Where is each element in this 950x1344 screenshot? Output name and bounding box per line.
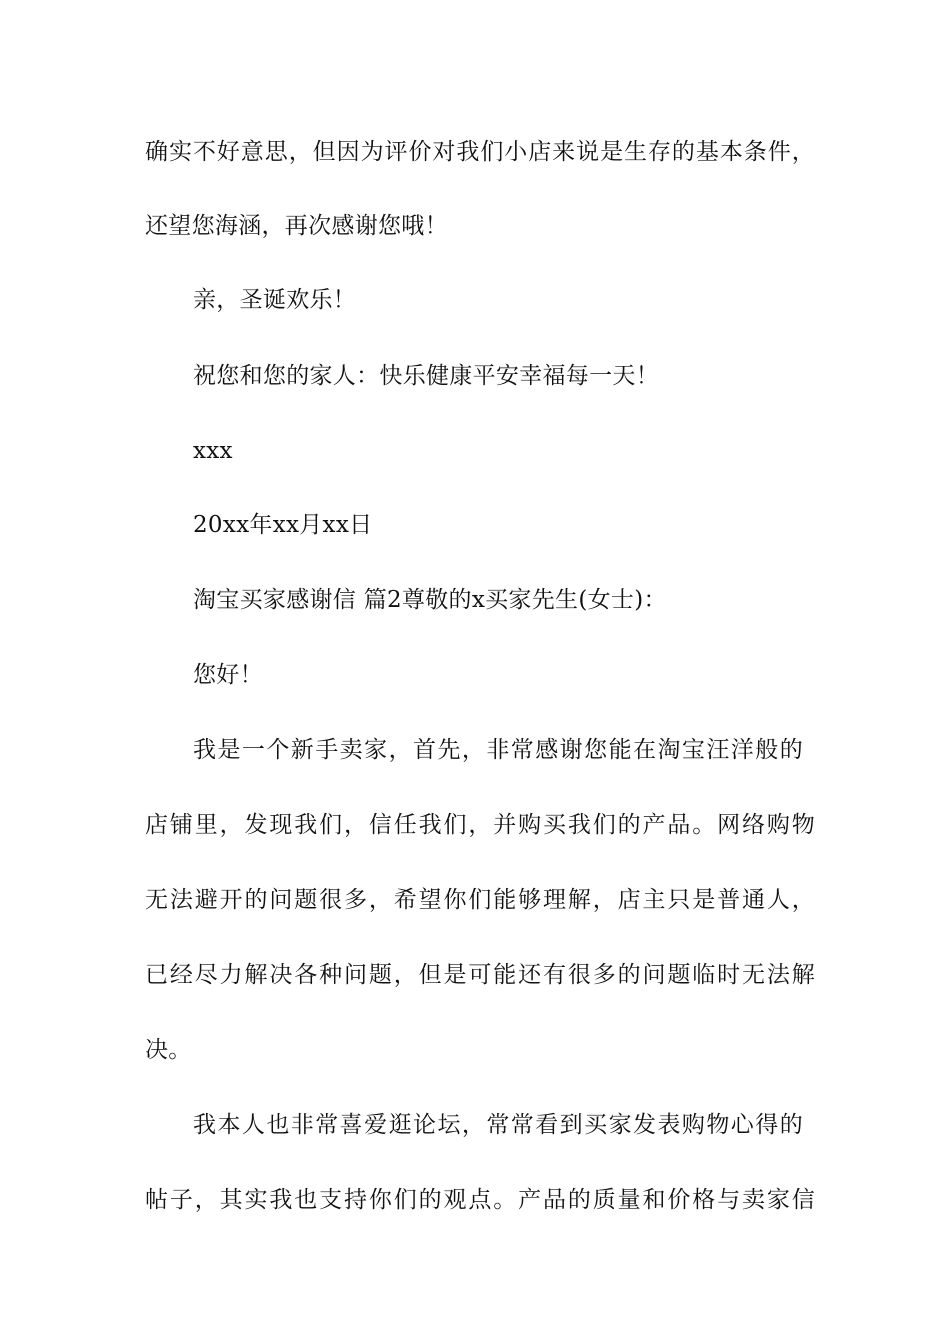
text-line: 决。 [145, 1037, 192, 1063]
text-line: 无法避开的问题很多，希望你们能够理解，店主只是普通人， [145, 887, 815, 913]
text-line: 20xx年xx月xx日 [193, 512, 373, 538]
text-line: 我本人也非常喜爱逛论坛，常常看到买家发表购物心得的 [193, 1112, 803, 1138]
text-line: 亲，圣诞欢乐！ [193, 287, 357, 313]
text-line: 还望您海涵，再次感谢您哦！ [145, 213, 448, 239]
text-line: xxx [193, 438, 233, 464]
text-line: 祝您和您的家人：快乐健康平安幸福每一天！ [193, 363, 659, 389]
text-line: 店铺里，发现我们，信任我们，并购买我们的产品。网络购物 [145, 812, 815, 838]
text-line: 淘宝买家感谢信 篇2尊敬的x买家先生(女士)： [193, 587, 667, 613]
text-line: 我是一个新手卖家，首先，非常感谢您能在淘宝汪洋般的 [193, 737, 803, 763]
text-line: 已经尽力解决各种问题，但是可能还有很多的问题临时无法解 [145, 962, 815, 988]
text-line: 确实不好意思，但因为评价对我们小店来说是生存的基本条件， [145, 139, 815, 165]
text-line: 您好！ [193, 662, 263, 688]
text-line: 帖子，其实我也支持你们的观点。产品的质量和价格与卖家信 [145, 1187, 815, 1213]
